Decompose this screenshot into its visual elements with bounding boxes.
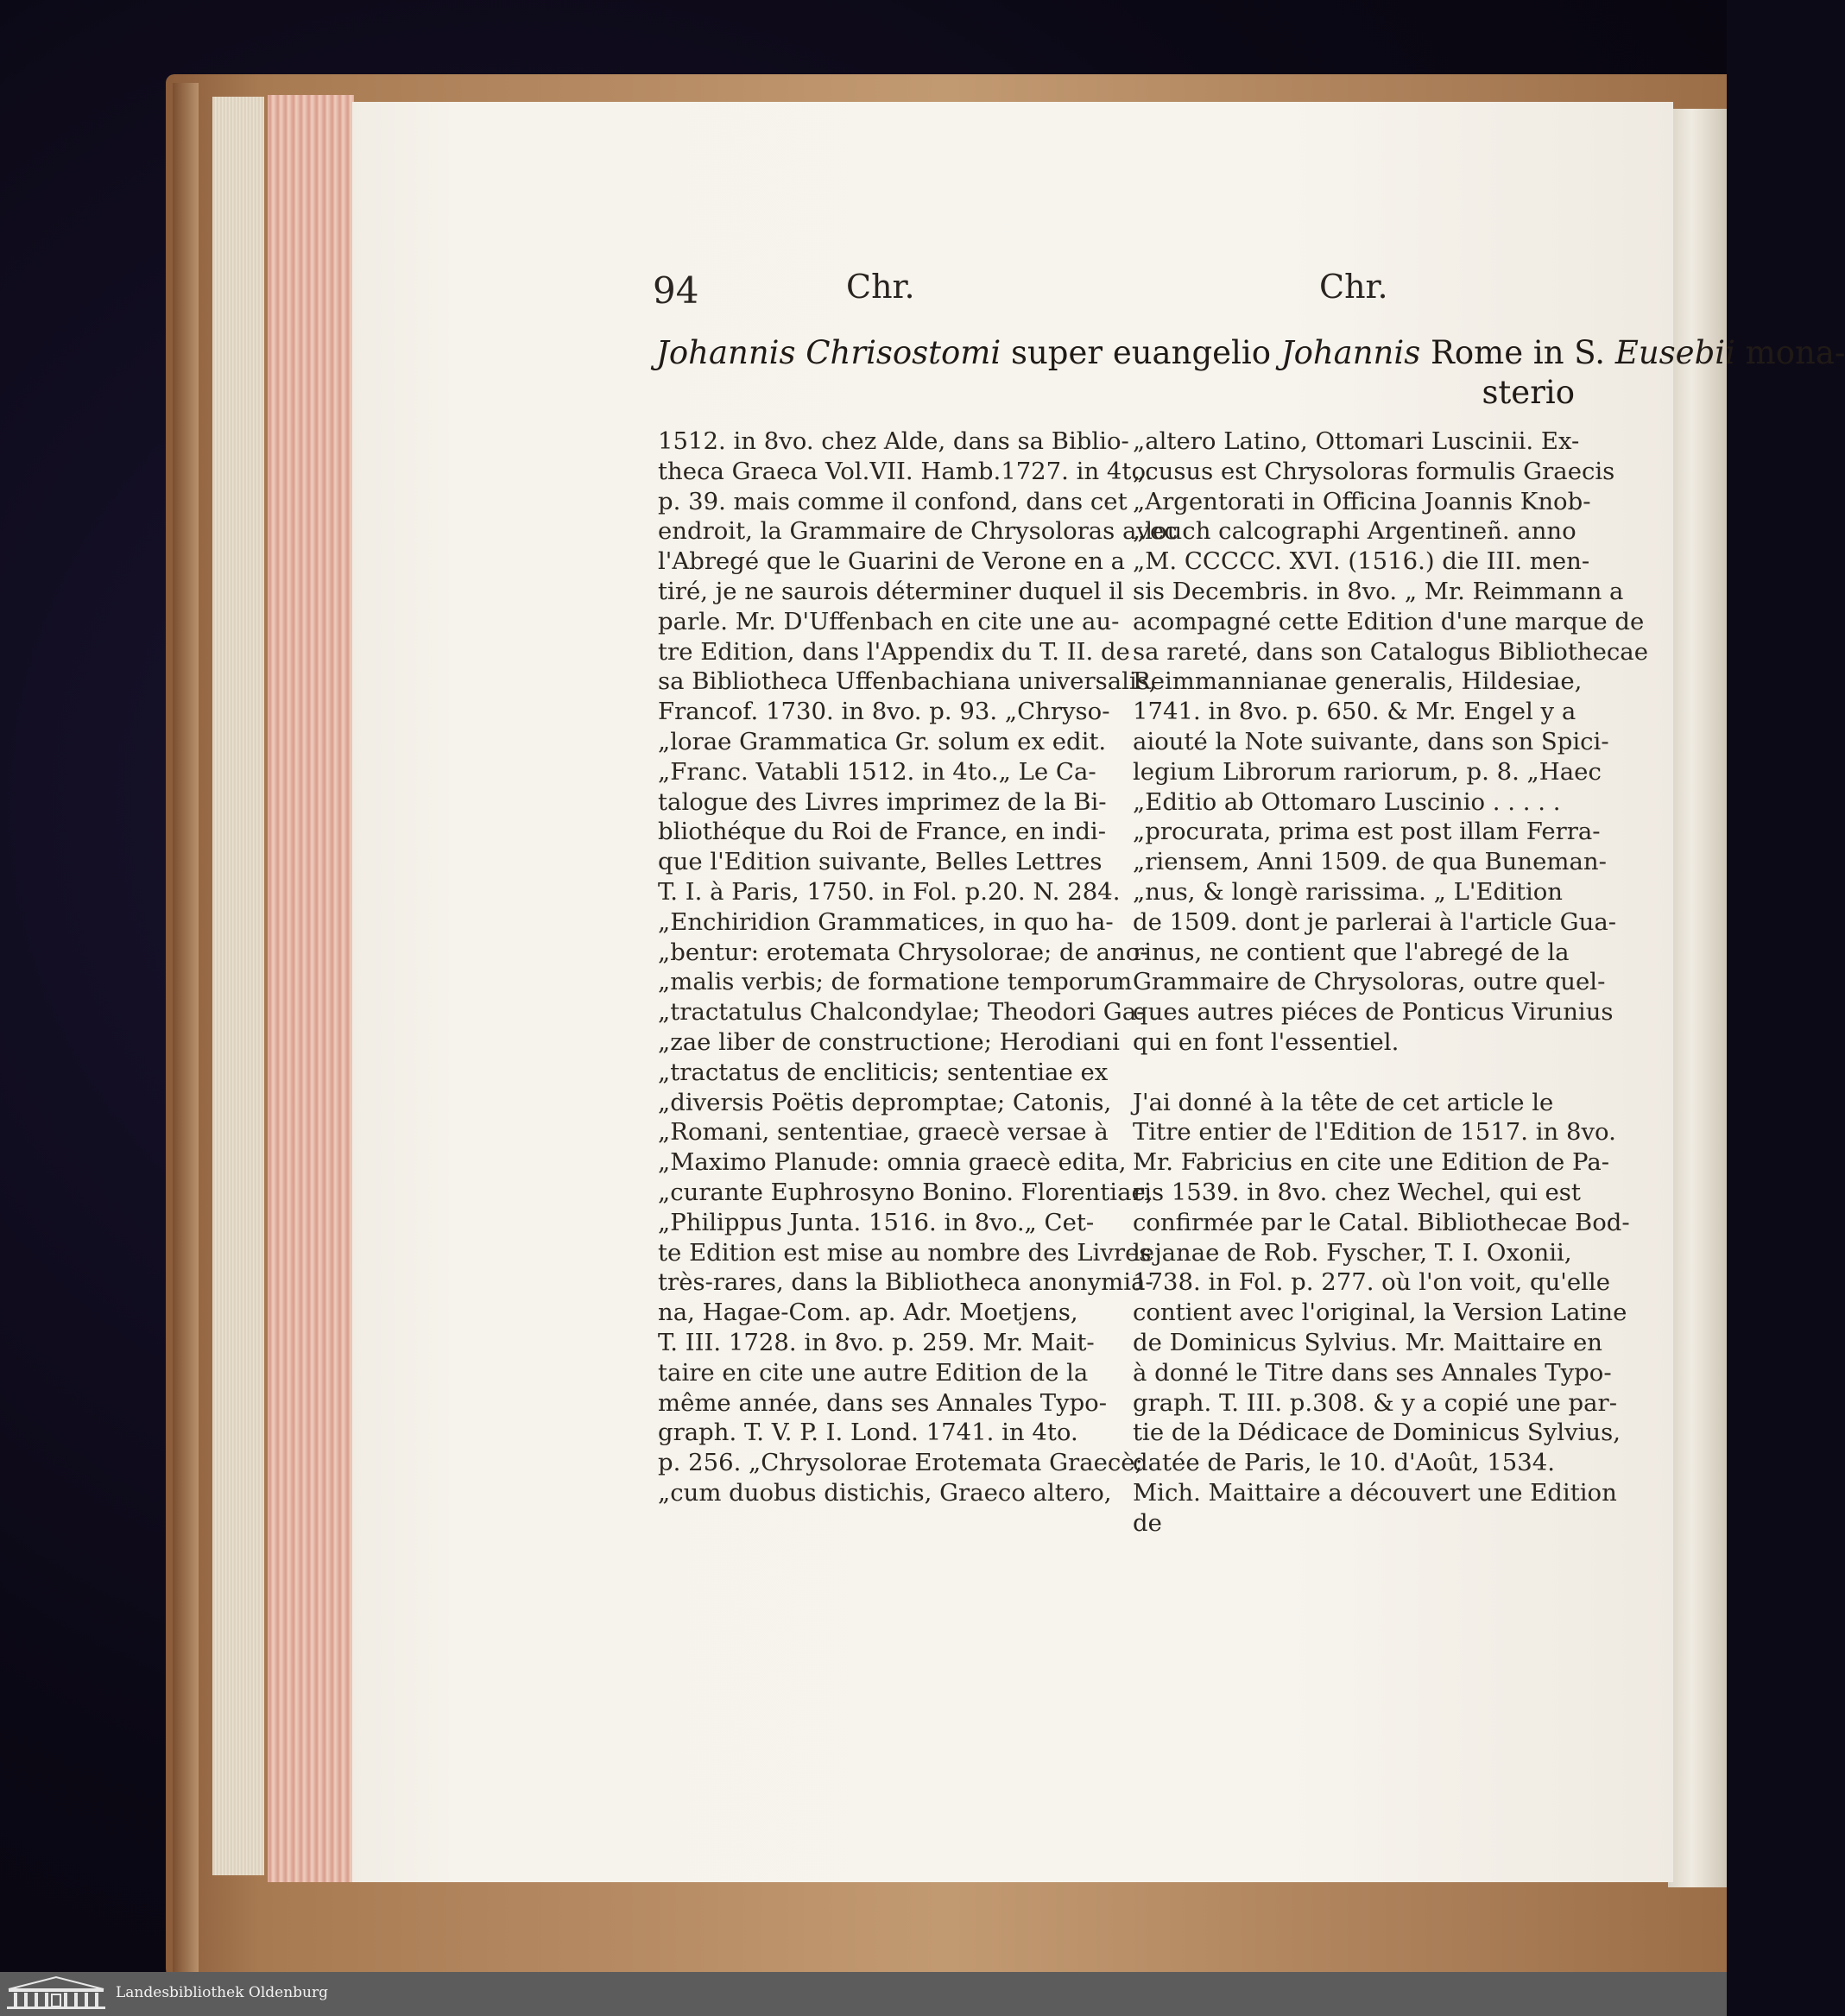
text-line: „cum duobus distichis, Graeco altero,	[658, 1478, 1112, 1507]
text-line: „Enchiridion Grammatices, in quo ha-	[658, 907, 1114, 936]
text-line: „Argentorati in Officina Joannis Knob-	[1133, 487, 1591, 515]
text-line: „bentur: erotemata Chrysolorae; de ano-	[658, 938, 1148, 966]
text-line: tiré, je ne saurois déterminer duquel il	[658, 577, 1124, 605]
running-head-left: Chr.	[846, 268, 915, 306]
text-line: sa rareté, dans son Catalogus Bibliothecae	[1133, 637, 1648, 666]
title-author: Johannis Chrisostomi	[656, 334, 1001, 371]
text-line: „zae liber de constructione; Herodiani	[658, 1027, 1120, 1056]
text-line: sa Bibliotheca Uffenbachiana universalis,	[658, 667, 1157, 696]
text-line: „louch calcographi Argentineñ. anno	[1133, 517, 1576, 546]
text-line: „tractatus de encliticis; sententiae ex	[658, 1058, 1109, 1086]
running-head-right: Chr.	[1319, 268, 1388, 306]
text-line: 1512. in 8vo. chez Alde, dans sa Biblio-	[658, 427, 1129, 455]
footer-bar	[0, 1972, 1727, 2016]
page-number: 94	[653, 269, 699, 312]
text-line: T. I. à Paris, 1750. in Fol. p.20. N. 284.	[658, 877, 1121, 906]
text-line: „tractatulus Chalcondylae; Theodori Ga-	[658, 998, 1145, 1027]
text-line: bliothéque du Roi de France, en indi-	[658, 818, 1107, 846]
text-line: „procurata, prima est post illam Ferra-	[1133, 818, 1601, 846]
text-line: „diversis Poëtis depromptae; Catonis,	[658, 1088, 1112, 1116]
text-line: graph. T. V. P. I. Lond. 1741. in 4to.	[658, 1419, 1078, 1447]
book-spine-edge	[173, 83, 199, 1974]
text-line: graph. T. III. p.308. & y a copié une par-	[1133, 1388, 1617, 1417]
text-line: Francof. 1730. in 8vo. p. 93. „Chryso-	[658, 698, 1110, 726]
text-line: l'Abregé que le Guarini de Verone en a	[658, 547, 1126, 576]
title-text: super euangelio	[1001, 334, 1281, 371]
paragraph-gap	[1133, 1058, 1582, 1088]
text-line: „cusus est Chrysoloras formulis Graecis	[1133, 457, 1615, 485]
text-line: contient avec l'original, la Version Latine	[1133, 1299, 1627, 1327]
text-line: taire en cite une autre Edition de la	[658, 1358, 1089, 1387]
page-stack	[212, 97, 264, 1875]
entry-title	[656, 333, 1845, 413]
text-line: Grammaire de Chrysoloras, outre quel-	[1133, 968, 1606, 996]
text-line: très-rares, dans la Bibliotheca anonymia-	[658, 1268, 1153, 1297]
text-line: ques autres piéces de Ponticus Virunius	[1133, 998, 1614, 1027]
text-line: 1738. in Fol. p. 277. où l'on voit, qu'elle	[1133, 1268, 1610, 1297]
library-building-icon	[5, 1975, 107, 2012]
text-line: „malis verbis; de formatione temporum	[658, 968, 1133, 996]
text-line: „curante Euphrosyno Bonino. Florentiae,	[658, 1178, 1153, 1206]
text-line: de Dominicus Sylvius. Mr. Maittaire en	[1133, 1328, 1602, 1356]
library-name: Landesbibliothek Oldenburg	[116, 1984, 329, 2001]
text-line: theca Graeca Vol.VII. Hamb.1727. in 4to.	[658, 457, 1153, 485]
text-line: „nus, & longè rarissima. „ L'Edition	[1133, 877, 1564, 906]
text-line: que l'Edition suivante, Belles Lettres	[658, 848, 1103, 876]
text-line: Reimmannianae generalis, Hildesiae,	[1133, 667, 1583, 696]
text-line: T. III. 1728. in 8vo. p. 259. Mr. Mait-	[658, 1328, 1095, 1356]
text-line: qui en font l'essentiel.	[1133, 1027, 1400, 1056]
text-line: p. 39. mais comme il confond, dans cet	[658, 487, 1128, 515]
text-line: Mich. Maittaire a découvert une Edition	[1133, 1478, 1617, 1507]
text-line: ris 1539. in 8vo. chez Wechel, qui est	[1133, 1178, 1581, 1206]
text-line: rinus, ne contient que l'abregé de la	[1133, 938, 1570, 966]
text-line: 1741. in 8vo. p. 650. & Mr. Engel y a	[1133, 698, 1576, 726]
facing-page-edge	[1668, 109, 1727, 1887]
title-evangelist: Johannis	[1280, 334, 1421, 371]
text-line: „Maximo Planude: omnia graecè edita,	[658, 1148, 1127, 1177]
title-end: mona-	[1734, 334, 1845, 371]
right-text-column	[1133, 427, 1648, 1538]
left-text-column	[658, 427, 1178, 1508]
text-line: acompagné cette Edition d'une marque de	[1133, 607, 1645, 635]
text-line: J'ai donné à la tête de cet article le	[1133, 1088, 1554, 1116]
text-line: confirmée par le Catal. Bibliothecae Bod-	[1133, 1208, 1630, 1236]
text-line: de	[1133, 1508, 1162, 1537]
text-line: endroit, la Grammaire de Chrysoloras avec	[658, 517, 1178, 546]
text-line: „lorae Grammatica Gr. solum ex edit.	[658, 727, 1107, 755]
title-place: Rome in S.	[1420, 334, 1615, 371]
text-line: Mr. Fabricius en cite une Edition de Pa-	[1133, 1148, 1610, 1177]
text-line: datée de Paris, le 10. d'Août, 1534.	[1133, 1449, 1555, 1477]
text-line: „M. CCCCC. XVI. (1516.) die III. men-	[1133, 547, 1590, 576]
text-line: „Franc. Vatabli 1512. in 4to.„ Le Ca-	[658, 757, 1096, 786]
text-line: même année, dans ses Annales Typo-	[658, 1388, 1108, 1417]
text-line: tre Edition, dans l'Appendix du T. II. de	[658, 637, 1130, 666]
text-line: na, Hagae-Com. ap. Adr. Moetjens,	[658, 1299, 1078, 1327]
entry-title-line-2: sterio	[1482, 374, 1575, 411]
text-line: „Philippus Junta. 1516. in 8vo.„ Cet-	[658, 1208, 1095, 1236]
text-line: de 1509. dont je parlerai à l'article Gua-	[1133, 907, 1617, 936]
text-line: p. 256. „Chrysolorae Erotemata Graecè;	[658, 1449, 1143, 1477]
text-line: „riensem, Anni 1509. de qua Buneman-	[1133, 848, 1607, 876]
text-line: „Romani, sententiae, graecè versae à	[658, 1118, 1109, 1147]
text-line: à donné le Titre dans ses Annales Typo-	[1133, 1358, 1612, 1387]
text-line: tie de la Dédicace de Dominicus Sylvius,	[1133, 1419, 1621, 1447]
entry-title-line-1	[656, 333, 1845, 373]
page-edges	[268, 95, 354, 1882]
text-line: te Edition est mise au nombre des Livres	[658, 1238, 1152, 1267]
text-line: Titre entier de l'Edition de 1517. in 8vo.	[1133, 1118, 1616, 1147]
title-saint: Eusebii	[1614, 334, 1735, 371]
text-line: „Editio ab Ottomaro Luscinio . . . . .	[1133, 787, 1561, 816]
text-line: sis Decembris. in 8vo. „ Mr. Reimmann a	[1133, 577, 1624, 605]
text-line: talogue des Livres imprimez de la Bi-	[658, 787, 1107, 816]
text-line: „altero Latino, Ottomari Luscinii. Ex-	[1133, 427, 1580, 455]
text-line: legium Librorum rariorum, p. 8. „Haec	[1133, 757, 1602, 786]
text-line: aiouté la Note suivante, dans son Spici-	[1133, 727, 1609, 755]
text-line: lejanae de Rob. Fyscher, T. I. Oxonii,	[1133, 1238, 1572, 1267]
text-line: parle. Mr. D'Uffenbach en cite une au-	[658, 607, 1120, 635]
